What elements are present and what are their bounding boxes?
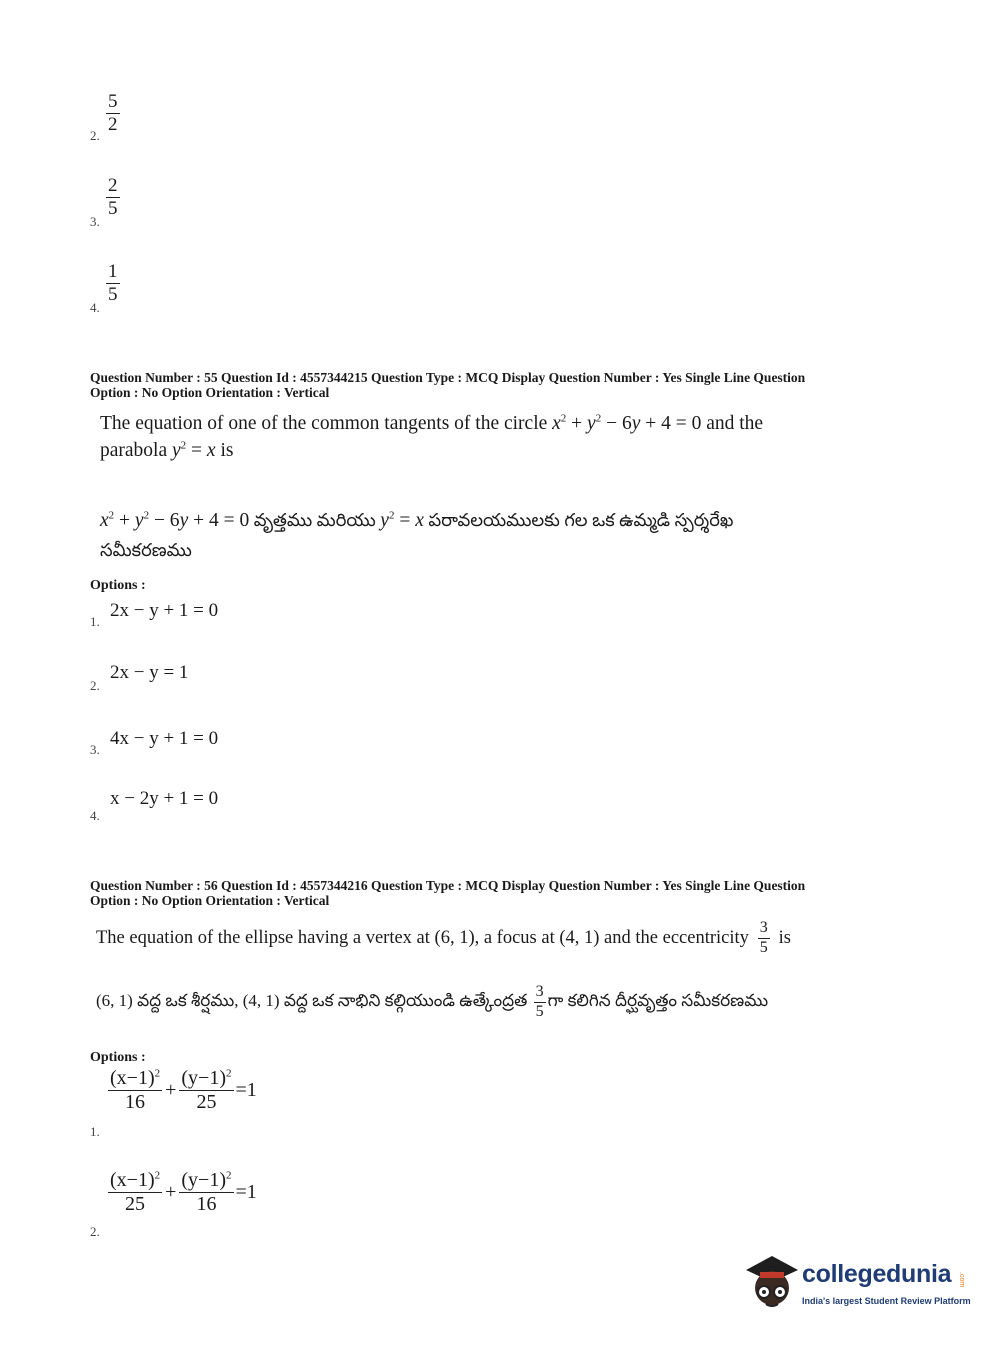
q56-options-label: Options : <box>90 1050 146 1065</box>
denominator: 5 <box>759 938 768 956</box>
option-formula: $\frac{(x-1)^2}{25}$ + $\frac{(y-1)^2}{16}$ =1 <box>110 1169 257 1215</box>
q55-telugu-line2: సమీకరణము <box>100 540 192 560</box>
logo-brand: collegedunia <box>802 1260 952 1288</box>
q55-telugu-a: వృత్తము మరియు <box>253 510 376 530</box>
denominator-y: 16 <box>196 1193 217 1215</box>
fraction <box>106 262 120 305</box>
rhs: =1 <box>235 1079 257 1101</box>
logo-com: .com <box>958 1272 965 1288</box>
option-number: 1. <box>90 614 100 629</box>
q55-text-a: The equation of one of the common tangents of the circle <box>100 413 553 434</box>
fraction-x: $\frac{(x-1)^2}{16}$ <box>110 1067 161 1113</box>
q55-question-english: The equation of one of the common tangents of the circle $x^2 + y^2 - 6y + 4 = 0$ and the parabola $y^2 = x$ is <box>100 412 764 461</box>
denominator: 5 <box>535 1002 544 1020</box>
denominator: 5 <box>108 197 118 219</box>
collegedunia-logo <box>742 1250 972 1320</box>
numerator: 1 <box>108 261 118 282</box>
denominator: 2 <box>108 113 118 135</box>
numerator: 3 <box>758 920 770 939</box>
numerator-y: (y−1) <box>181 1169 226 1191</box>
numerator: 3 <box>534 984 546 1003</box>
q55-header <box>90 370 890 400</box>
mascot-icon <box>742 1250 800 1312</box>
option-number: 4. <box>90 808 100 823</box>
option-formula: $\frac{(x-1)^2}{16}$ + $\frac{(y-1)^2}{25}$ =1 <box>110 1067 257 1113</box>
numerator: 2 <box>108 175 118 196</box>
q55-question-telugu: $x^2 + y^2 - 6y + 4 = 0$ వృత్తము మరియు $y^2 = x$ పరావలయములకు గల ఒక ఉమ్మడి స్పర్శరేఖ సమీకరణము <box>100 505 920 565</box>
option-number: 2. <box>90 678 100 693</box>
option-number: 4. <box>90 300 100 315</box>
numerator-x: (x−1) <box>110 1067 155 1089</box>
option-text: 2x − y = 1 <box>110 662 189 683</box>
q55-header-line2: Option : No Option Orientation : Vertical <box>90 385 330 400</box>
q55-options-label: Options : <box>90 578 146 593</box>
fraction-y: $\frac{(y-1)^2}{16}$ <box>181 1169 232 1215</box>
option-number: 2. <box>90 128 100 143</box>
fraction-y: $\frac{(y-1)^2}{25}$ <box>181 1067 232 1113</box>
eccentricity-fraction <box>758 920 770 957</box>
q56-header-line2: Option : No Option Orientation : Vertical <box>90 893 330 908</box>
q56-header-line1: Question Number : 56 Question Id : 4557344216 Question Type : MCQ Display Question Number : Yes Single Line Question <box>90 878 806 893</box>
option-number: 3. <box>90 214 100 229</box>
eccentricity-fraction-telugu <box>534 984 546 1021</box>
numerator-x: (x−1) <box>110 1169 155 1191</box>
q56-question-telugu <box>96 984 916 1021</box>
option-text: 4x − y + 1 = 0 <box>110 728 219 749</box>
q55-telugu-b: పరావలయములకు గల ఒక ఉమ్మడి స్పర్శరేఖ <box>428 510 734 530</box>
denominator-y: 25 <box>196 1091 217 1113</box>
q56-question-english <box>96 920 916 957</box>
fraction <box>106 92 120 135</box>
q55-header-line1: Question Number : 55 Question Id : 4557344215 Question Type : MCQ Display Question Number : Yes Single Line Question <box>90 370 806 385</box>
q55-text-line2: parabola <box>100 440 168 461</box>
denominator: 5 <box>108 283 118 305</box>
option-text: 2x − y + 1 = 0 <box>110 600 219 621</box>
option-number: 2. <box>90 1224 100 1239</box>
denominator-x: 25 <box>125 1193 146 1215</box>
q56-text-end: is <box>778 927 791 948</box>
numerator-y: (y−1) <box>181 1067 226 1089</box>
rhs: =1 <box>235 1181 257 1203</box>
fraction <box>106 176 120 219</box>
denominator-x: 16 <box>125 1091 146 1113</box>
fraction-x: $\frac{(x-1)^2}{25}$ <box>110 1169 161 1215</box>
q56-header <box>90 878 890 908</box>
option-number: 1. <box>90 1124 100 1139</box>
option-number: 3. <box>90 742 100 757</box>
q56-telugu-end: గా కలిగిన దీర్ఘవృత్తం సమీకరణము <box>547 991 769 1011</box>
option-text: x − 2y + 1 = 0 <box>110 788 219 809</box>
q55-text-b: and the <box>706 413 764 434</box>
q56-text: The equation of the ellipse having a vertex at (6, 1), a focus at (4, 1) and the eccentricity <box>96 927 749 948</box>
logo-tagline: India's largest Student Review Platform <box>802 1296 971 1306</box>
q56-telugu: (6, 1) వద్ద ఒక శీర్షము, (4, 1) వద్ద ఒక నాభిని కల్గియుండి ఉత్కేంద్రత <box>96 991 528 1011</box>
numerator: 5 <box>108 91 118 112</box>
